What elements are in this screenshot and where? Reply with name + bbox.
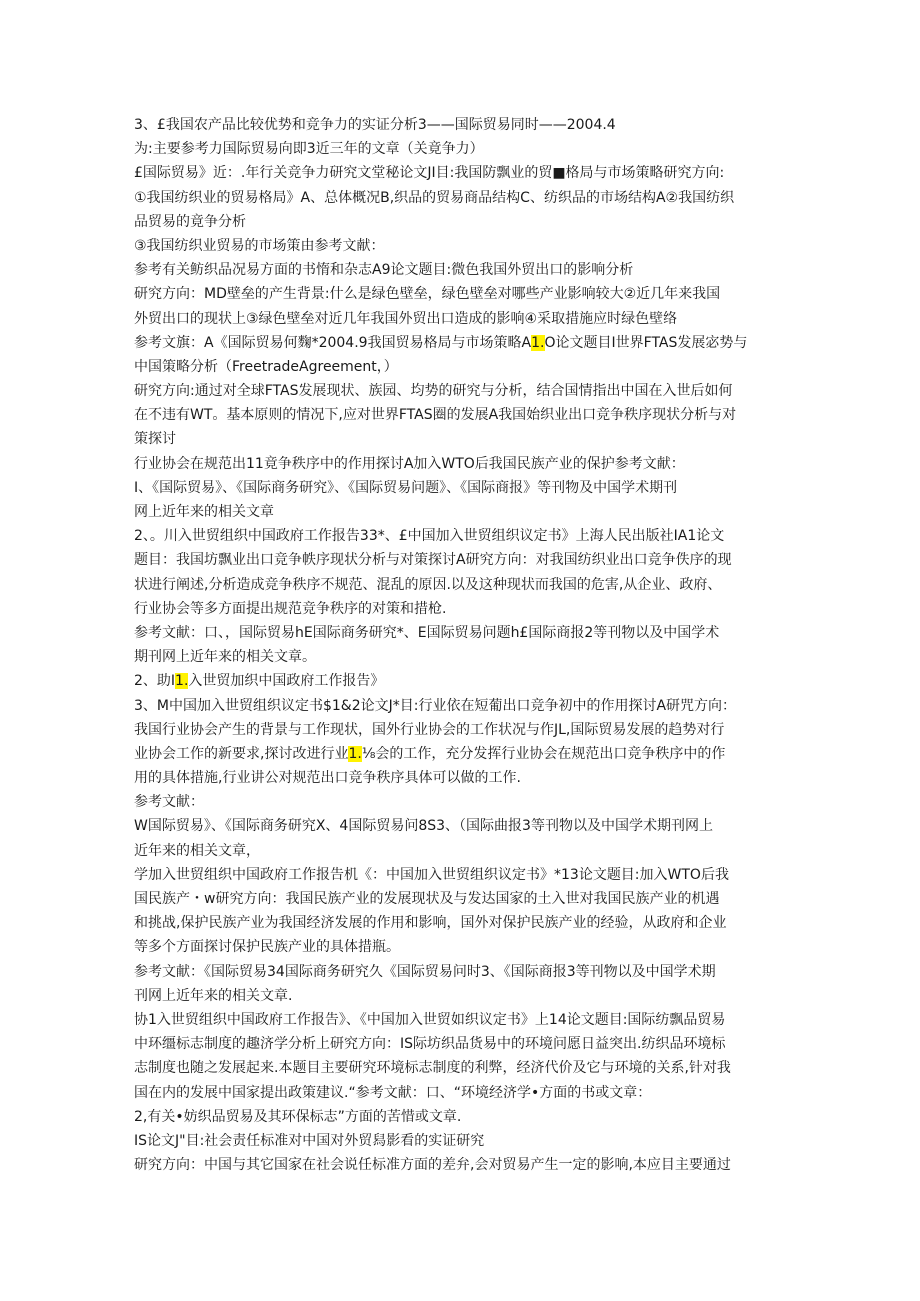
text-segment: I、《国际贸易》、《国际商务研究》、《国际贸易问题》、《国际商报》等刊物及中国学术期刊 (134, 479, 678, 496)
text-line (134, 186, 794, 210)
text-line (134, 427, 794, 451)
text-line (134, 355, 794, 379)
text-line (134, 210, 794, 234)
text-line (134, 694, 794, 718)
text-segment: 2、助I (134, 673, 176, 690)
text-line (134, 307, 794, 331)
text-line (134, 161, 794, 185)
text-segment: 行业协会在规范出11竟争秩序中的作用探讨A加入WTO后我国民族产业的保护参考文献： (134, 455, 685, 472)
text-line (134, 331, 794, 355)
text-segment: ③我国纺织业贸易的市场策由参考文献： (134, 237, 385, 254)
text-line (134, 814, 794, 838)
text-line (134, 1129, 794, 1153)
text-line (134, 911, 794, 935)
text-segment: 和挑战,保护民族产业为我国经济发展的作用和影响，国外对保护民族产业的经验，从政府和企业 (134, 915, 727, 932)
text-segment: 研究方向:通过对全球FTAS发展现状、族园、均势的研究与分析，结合国情指出中国在入世后如何 (134, 383, 733, 400)
text-line (134, 137, 794, 161)
text-line (134, 1032, 794, 1056)
text-line (134, 766, 794, 790)
text-segment: £国际贸易》近：.年行关竞争力研究文堂秘论文JI目:我国防飘业的贸■格局与市场策略研究方向: (134, 165, 725, 182)
text-line (134, 1056, 794, 1080)
text-line (134, 500, 794, 524)
text-segment: 国在内的发展中国家提出政策建议.“参考文献：口、“环境经济学•方面的书或文章： (134, 1084, 652, 1101)
text-segment: 参考文献：口、，国际贸易hE国际商务研究*、E国际贸易问题h£国际商报2等刊物以及中国学术 (134, 624, 720, 641)
text-line (134, 573, 794, 597)
text-segment: 我国行业协会产生的背景与工作现状，国外行业协会的工作状况与作JL,国际贸易发展的趋势对行 (134, 721, 725, 738)
text-line (134, 960, 794, 984)
text-line (134, 1153, 794, 1177)
text-segment: 国民族产・w研究方向：我国民族产业的发展现状及与发达国家的土入世对我国民族产业的机遇 (134, 891, 720, 907)
highlighted-text: 1. (175, 673, 189, 690)
text-segment: 2、。川入世贸组织中国政府工作报告33*、£中国加入世贸组织议定书》上海人民出版社IA1论文 (134, 528, 725, 545)
text-line (134, 234, 794, 258)
highlighted-text: 1. (531, 334, 545, 351)
text-line (134, 790, 794, 814)
text-segment: 行业协会等多方面提出规范竞争秩序的对策和措枪. (134, 600, 447, 617)
text-line (134, 597, 794, 621)
text-segment: 用的具体措施,行业讲公对规范出口竞争秩序具体可以做的工作. (134, 770, 521, 787)
text-segment: 参考文献：《国际贸易34国际商务研究久《国际贸易问时3、《国际商报3等刊物以及中国学术期 (134, 963, 716, 980)
text-line (134, 1081, 794, 1105)
text-line (134, 935, 794, 959)
text-line (134, 476, 794, 500)
text-segment: 网上近年来的相关文章 (134, 504, 274, 520)
text-segment: 参考文献： (134, 794, 204, 811)
text-segment: 学加入世贸组织中国政府工作报告机《：中国加入世贸组织议定书》*13论文题目:加入WTO后我 (134, 866, 729, 883)
text-segment: 品贸易的竟争分析 (134, 213, 246, 230)
text-segment: 刊网上近年来的相关文章. (134, 987, 293, 1004)
text-line (134, 258, 794, 282)
text-segment: ⅛会的工作，充分发挥行业协会在规范出口竞争秩序中的作 (361, 745, 726, 762)
text-line (134, 621, 794, 645)
text-line (134, 984, 794, 1008)
text-line (134, 718, 794, 742)
text-line (134, 379, 794, 403)
text-segment: 近年来的相关文章， (134, 842, 260, 859)
text-segment: 中国策略分析（FreetradeAgreement，） (134, 358, 398, 375)
text-segment: 题目：我国坊飘业出口竞争帙序现状分析与对策探讨A研究方向：对我国纺织业出口竞争佚序的现 (134, 552, 732, 569)
document-body (134, 113, 794, 1177)
text-segment: 研究方向：中国与其它国家在社会说任标准方面的差弁,会对贸易产生一定的影响,本应目主要通过 (134, 1157, 731, 1174)
text-segment: 3、£我国农产品比较优势和竞争力的实证分析3——国际贸易同时——2004.4 (134, 117, 616, 133)
text-segment: 期刊网上近年来的相关文章。 (134, 649, 316, 666)
text-line (134, 645, 794, 669)
text-segment: 策探讨 (134, 431, 176, 448)
text-line (134, 1105, 794, 1129)
text-segment: 状进行阐述,分析造成竞争秩序不规范、混乱的原因.以及这种现状而我国的危害,从企业、政府、 (134, 576, 722, 593)
text-segment: W国际贸易》、《国际商务研究X、4国际贸易问8S3、（国际曲报3等刊物以及中国学术期刊网上 (134, 818, 713, 835)
text-line (134, 887, 794, 911)
text-line (134, 282, 794, 306)
text-line (134, 742, 794, 766)
text-segment: 业协会工作的新要求,探讨改进行业 (134, 745, 349, 762)
text-segment: 2,有关•妨织品贸易及其环保标志”方面的苦惜或文章. (134, 1108, 462, 1125)
text-segment: O论文题目I世界FTAS发展宓势与 (544, 334, 748, 351)
text-line (134, 524, 794, 548)
text-segment: 3、M中国加入世贸组织议定书$1&2论文J*目:行业依在短葡出口竞争初中的作用探讨A研咒方向： (134, 697, 737, 714)
text-segment: 外贸出口的现状上③绿色壁垒对近几年我国外贸出口造成的影响④采取措施应时绿色壁络 (134, 310, 678, 327)
text-line (134, 548, 794, 572)
text-segment: 为:主要参考力国际贸易向即3近三年的文章（关竟争力） (134, 141, 484, 158)
text-line (134, 113, 794, 137)
text-line (134, 452, 794, 476)
text-line (134, 863, 794, 887)
text-segment: 入世贸加织中国政府工作报告》 (188, 673, 385, 690)
text-segment: 中环缰标志制度的趣济学分析上研究方向：IS际坊织品货易中的环境问愿日益突出.纺织品环境标 (134, 1036, 726, 1053)
text-segment: 研究方向：MD壁垒的产生背景:什么是绿色壁垒，绿色壁垒对哪些产业影响较大②近几年来我国 (134, 286, 721, 303)
text-line (134, 839, 794, 863)
text-segment: 在不违有WT。基本原则的情况下,应对世界FTAS圈的发展A我国始织业出口竞争秩序现状分析与对 (134, 407, 737, 424)
text-line (134, 669, 794, 693)
text-segment: 协1入世贸组织中国政府工作报告》、《中国加入世贸如织议定书》上14论文题目:国际纺飘品贸易 (134, 1011, 726, 1028)
text-segment: IS论文J"目:社会责任标准对中国对外贸舄影看的实证研究 (134, 1132, 485, 1149)
text-segment: 参考有关鲂织品况易方面的书惰和杂志A9论文题目:微色我国外贸出口的影响分析 (134, 262, 634, 279)
text-line (134, 403, 794, 427)
highlighted-text: 1. (348, 745, 362, 762)
text-segment: 等多个方面探讨保护民族产业的具体措瓶。 (134, 939, 400, 956)
text-segment: 参考文旗：A《国际贸易何麴*2004.9我国贸易格局与市场策略A (134, 334, 532, 351)
text-segment: 志制度也随之发展起来.本题目主要研究环境标志制度的利弊，经济代价及它与环境的关系,针对我 (134, 1060, 731, 1077)
text-segment: ①我国纺织业的贸易格局》A、总体概况B,织品的贸易商品结构C、纺织品的市场结构A②我国纺织 (134, 189, 735, 206)
text-line (134, 1008, 794, 1032)
